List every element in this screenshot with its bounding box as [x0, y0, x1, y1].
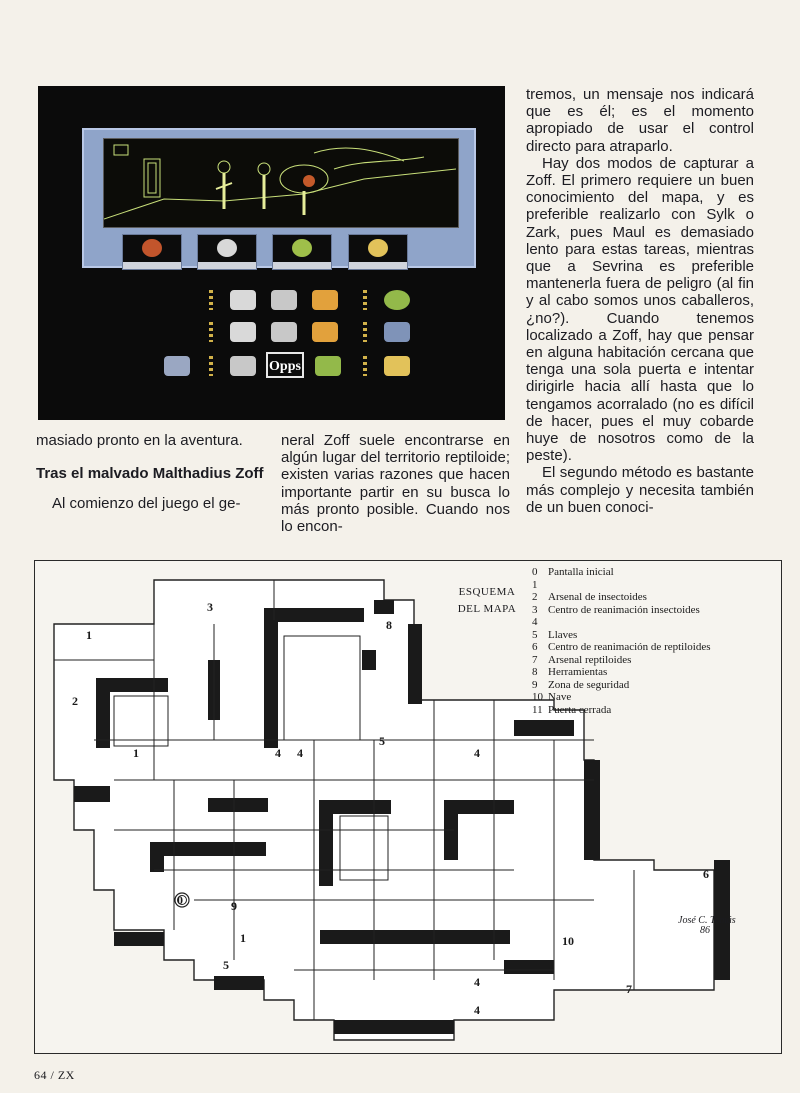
separator-dots: [209, 322, 213, 342]
room-label-1: 1: [240, 931, 246, 945]
column-middle: [281, 432, 510, 535]
legend-row: 6 Centro de reanimación de reptiloides: [532, 641, 711, 653]
column-right: [526, 86, 754, 516]
portrait-slot-1[interactable]: [122, 234, 182, 270]
artist-signature: José C. Tomás 86: [678, 915, 736, 936]
robot-icon[interactable]: [230, 322, 256, 342]
legend-row: 11 Puerta cerrada: [532, 703, 612, 716]
legend-row: 3 Centro de reanimación insectoides: [532, 603, 700, 616]
room-label-6: 6: [703, 867, 709, 881]
separator-dots: [363, 322, 367, 342]
room-label-5: 5: [379, 734, 385, 748]
legend-row: 10 Nave: [532, 691, 572, 703]
right-paragraph-3: El segundo método es bastante más complejo y necesita también de un buen conoci-: [526, 464, 754, 516]
hand-icon[interactable]: [271, 290, 297, 310]
game-screenshot: [38, 86, 505, 420]
pers-icon[interactable]: [384, 290, 410, 310]
legend-row: 1: [532, 578, 538, 591]
legend-row: 4: [532, 616, 538, 628]
game-scene: [103, 138, 459, 228]
room-label-4: 4: [474, 975, 480, 989]
scene-art: [104, 139, 456, 225]
section-heading: Tras el malvado Malthadius Zoff: [36, 465, 264, 483]
legend-row: 8 Herramientas: [532, 666, 608, 678]
pickup-icon[interactable]: [271, 322, 297, 342]
map-title-line2: DEL MAPA: [457, 603, 517, 615]
opps-button[interactable]: Opps: [266, 352, 304, 378]
intro-text: masiado pronto en la aventura.: [36, 432, 243, 449]
room-label-4: 4: [275, 746, 281, 760]
room-label-8: 8: [386, 618, 392, 632]
room-label-4: 4: [297, 746, 303, 760]
legend-row: 9 Zona de seguridad: [532, 678, 630, 691]
legend-row: 5 Llaves: [532, 628, 578, 641]
arrow-right-alt-icon[interactable]: [312, 322, 338, 342]
map-title-line1: ESQUEMA: [458, 586, 516, 598]
room-label-2: 2: [72, 694, 78, 708]
room-label-9: 9: [231, 899, 237, 913]
game-viewport: [82, 128, 476, 268]
separator-dots: [209, 356, 213, 376]
face-icon[interactable]: [384, 356, 410, 376]
room-label-4: 4: [474, 746, 480, 760]
room-label-3: 3: [207, 600, 213, 614]
room-label-1: 1: [86, 628, 92, 642]
arrow-right-icon[interactable]: [312, 290, 338, 310]
separator-dots: [363, 356, 367, 376]
right-paragraph-2: Hay dos modos de capturar a Zoff. El primero requiere un buen conocimiento del mapa, y es preferible realizarlo con Sylk o Zark, pues Maul es demasiado lento para estas tareas, mientras que a Sevrina es preferible mantenerla fuera de peligro (al fin y al cabo somos unos caballeros, ¿no?). Cuando tenemos localizado a Zoff, hay que pensar en alguna habitación cercana que tenga una sola puerta e intentar dirigirle hacia allí hasta que lo tengamos acorralado (no es difícil de hacer, pues el muy cobarde huye de nosotros como de la peste).: [526, 154, 754, 465]
swirl-icon[interactable]: [230, 356, 256, 376]
legend-row: 0 Pantalla inicial: [532, 566, 614, 578]
room-label-4: 4: [474, 1003, 480, 1017]
separator-dots: [209, 290, 213, 310]
room-label-10: 10: [562, 934, 574, 948]
telephone-icon[interactable]: [230, 290, 256, 310]
legend-row: 7 Arsenal reptiloides: [532, 653, 632, 666]
creature-icon[interactable]: [315, 356, 341, 376]
legend-row: 2 Arsenal de insectoides: [532, 591, 647, 603]
paragraph-start: Al comienzo del juego el ge-: [52, 495, 241, 513]
room-label-7: 7: [626, 982, 632, 996]
room-label-0: 0: [177, 893, 183, 907]
column-left: [36, 432, 266, 512]
separator-dots: [363, 290, 367, 310]
room-label-5: 5: [223, 958, 229, 972]
middle-paragraph: neral Zoff suele encontrarse en algún lugar del territorio reptiloide; existen varias razones que hacen importante partir en su busca lo más pronto posible. Cuando nos lo encon-: [281, 432, 510, 536]
map-title: [452, 584, 522, 618]
portrait-slot-2[interactable]: [197, 234, 257, 270]
portrait-slot-4[interactable]: [348, 234, 408, 270]
right-paragraph-1: tremos, un mensaje nos indicará que es él; es el momento apropiado de usar el control directo para atraparlo.: [526, 86, 754, 155]
map-legend: [532, 566, 711, 716]
map-icon[interactable]: [164, 356, 190, 376]
room-label-1: 1: [133, 746, 139, 760]
portrait-slot-3[interactable]: [272, 234, 332, 270]
character-icon[interactable]: [384, 322, 410, 342]
page-folio: 64 / ZX: [34, 1068, 75, 1082]
